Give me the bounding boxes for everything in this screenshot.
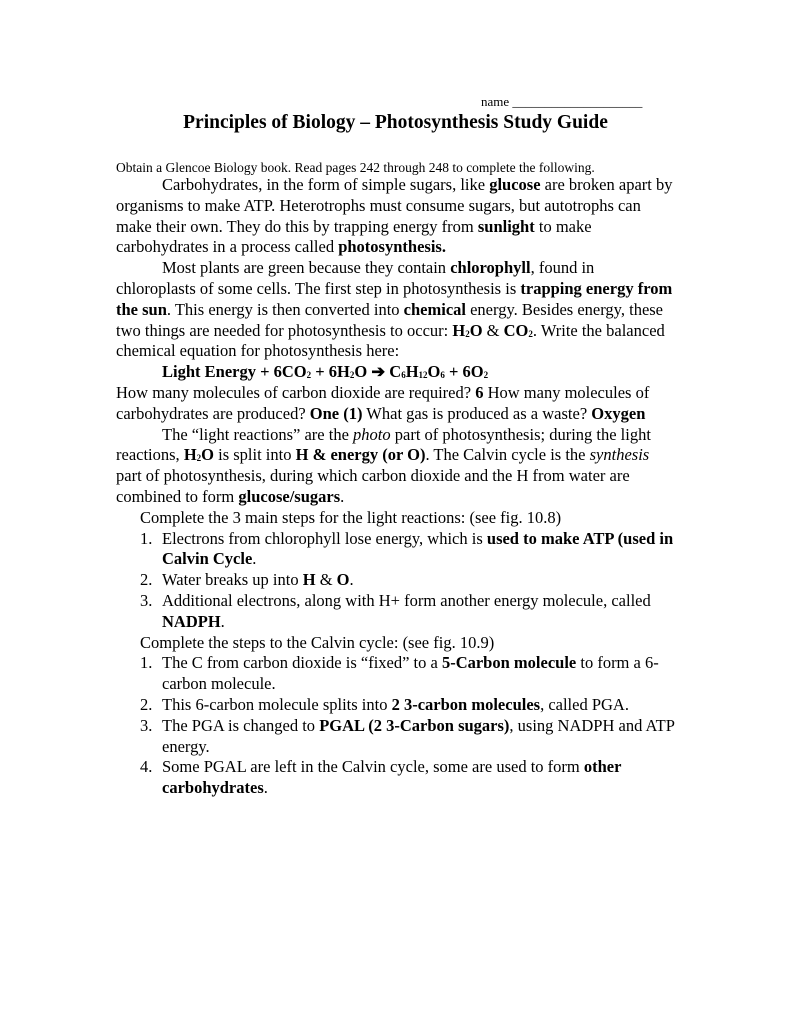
subscript: 6 [401, 370, 406, 381]
calvin-steps-list [116, 653, 676, 799]
subscript: 2 [528, 328, 533, 339]
item-text [162, 757, 676, 799]
text: . The Calvin cycle is the [425, 445, 590, 465]
answer-water [452, 321, 482, 340]
text: O ➔ C [354, 362, 402, 382]
answer: used to make ATP (used in Calvin Cycle [162, 528, 674, 569]
text: Water breaks up into [162, 570, 303, 590]
text: The PGA is changed to [162, 715, 320, 735]
text: , called PGA. [540, 694, 629, 714]
text: , found in chloroplasts of some cells. The first step in photosynthesis is [116, 258, 595, 298]
paragraph-light-reactions [116, 425, 676, 508]
question: What gas is produced as a waste? [362, 403, 592, 423]
text: The C from carbon dioxide is “fixed” to a [162, 653, 442, 673]
text: . [252, 549, 257, 569]
list-item [116, 757, 676, 799]
answer-oxygen: Oxygen [591, 403, 646, 423]
text: The “light reactions” are the [162, 424, 354, 444]
answer-one: One (1) [309, 403, 363, 423]
answer-glucose: glucose [489, 175, 541, 194]
answer-equation [116, 362, 676, 383]
light-steps-list [116, 529, 676, 633]
text: This 6-carbon molecule splits into [162, 694, 392, 714]
text: Electrons from chlorophyll lose energy, which is [162, 528, 487, 548]
italic-text: synthesis [589, 445, 650, 465]
subscript: 2 [196, 453, 202, 464]
paragraph-chlorophyll [116, 258, 676, 362]
item-number: 1. [140, 528, 153, 548]
text: & [315, 570, 337, 590]
text: . [340, 486, 345, 506]
calvin-steps-lead: Complete the steps to the Calvin cycle: (see fig. 10.9) [140, 632, 495, 652]
subscript: 12 [418, 370, 428, 381]
answer: other carbohydrates [162, 757, 622, 798]
item-text [162, 653, 676, 695]
text: . [349, 570, 354, 590]
answer-sunlight: sunlight [477, 216, 535, 236]
answer: NADPH [162, 611, 221, 631]
item-number: 3. [140, 715, 153, 735]
list-item [116, 529, 676, 571]
text: O [427, 362, 441, 382]
item-number: 1. [140, 653, 153, 673]
subscript: 6 [440, 370, 445, 381]
item-text [162, 570, 676, 591]
text: + 6O [444, 362, 484, 382]
text: H [405, 362, 419, 382]
text: O [469, 320, 483, 340]
text: . Write the balanced chemical equation for photosynthesis here: [116, 320, 665, 361]
text: + 6H [311, 362, 350, 382]
text: Most plants are green because they contain [162, 258, 451, 278]
subscript: 2 [483, 370, 489, 381]
item-number: 4. [140, 757, 153, 777]
subscript: 2 [349, 370, 355, 381]
item-text [162, 716, 676, 758]
subscript: 2 [465, 328, 470, 339]
answer-water-split [184, 445, 214, 464]
study-guide-body [116, 175, 676, 799]
text: O [201, 445, 214, 465]
text: are broken apart by organisms to make ATP. Heterotrophs must consume sugars, but autotrophs can make their own. They do this by trapping energy from [116, 175, 673, 236]
name-line: name ____________________ [481, 94, 643, 109]
text: is split into [214, 445, 296, 465]
item-text [162, 529, 676, 571]
list-item [116, 591, 676, 633]
item-text [162, 591, 676, 633]
answer: H [302, 570, 316, 590]
answer-h-energy: H & energy (or O) [295, 445, 426, 465]
text: to make carbohydrates in a process called [116, 216, 592, 257]
answer: PGAL (2 3-Carbon sugars) [319, 715, 510, 735]
light-steps-lead: Complete the 3 main steps for the light reactions: (see fig. 10.8) [140, 507, 562, 527]
text: energy. Besides energy, these two things are needed for photosynthesis to occur: [116, 299, 664, 340]
item-number: 2. [140, 694, 153, 714]
text: H [183, 445, 197, 465]
text: part of photosynthesis, during which carbon dioxide and the H from water are combined to form [116, 466, 630, 506]
list-item [116, 653, 676, 695]
page-title: Principles of Biology – Photosynthesis Study Guide [183, 112, 608, 133]
text: Some PGAL are left in the Calvin cycle, some are used to form [162, 757, 584, 777]
paragraph-carbohydrates [116, 175, 676, 258]
intro-instructions: Obtain a Glencoe Biology book. Read pages 242 through 248 to complete the following. [116, 160, 595, 175]
list-item [116, 695, 676, 716]
text: to form a 6-carbon molecule. [162, 653, 659, 694]
answer: 5-Carbon molecule [441, 653, 577, 673]
answer-trapping-energy: trapping energy from the sun [116, 278, 673, 319]
text: H [452, 320, 466, 340]
question: How many molecules of carbon dioxide are required? [116, 382, 476, 402]
item-text [162, 695, 676, 716]
list-item [116, 716, 676, 758]
subscript: 2 [306, 370, 312, 381]
answer-carbon-dioxide [504, 321, 533, 340]
text: CO [503, 320, 529, 340]
text: , using NADPH and ATP energy. [162, 715, 675, 756]
paragraph-questions [116, 383, 676, 425]
answer-photosynthesis: photosynthesis. [338, 237, 446, 257]
item-number: 2. [140, 570, 153, 590]
answer-chlorophyll: chlorophyll [450, 258, 531, 278]
answer: O [336, 570, 350, 590]
text: part of photosynthesis; during the light reactions, [116, 424, 651, 465]
answer-chemical: chemical [403, 299, 466, 319]
text: & [482, 320, 504, 340]
text: Light Energy + 6CO [162, 362, 307, 382]
item-number: 3. [140, 590, 153, 610]
list-item [116, 570, 676, 591]
text: . [263, 778, 268, 798]
answer-glucose-sugars: glucose/sugars [238, 486, 341, 506]
answer: 2 3-carbon molecules [391, 694, 541, 714]
text: Carbohydrates, in the form of simple sugars, like [162, 175, 490, 194]
text: . [220, 611, 225, 631]
text: Additional electrons, along with H+ form another energy molecule, called [162, 590, 651, 610]
text: . This energy is then converted into [166, 299, 404, 319]
answer-six: 6 [475, 382, 484, 402]
italic-text: photo [353, 424, 391, 444]
question: How many molecules of carbohydrates are produced? [116, 382, 650, 423]
